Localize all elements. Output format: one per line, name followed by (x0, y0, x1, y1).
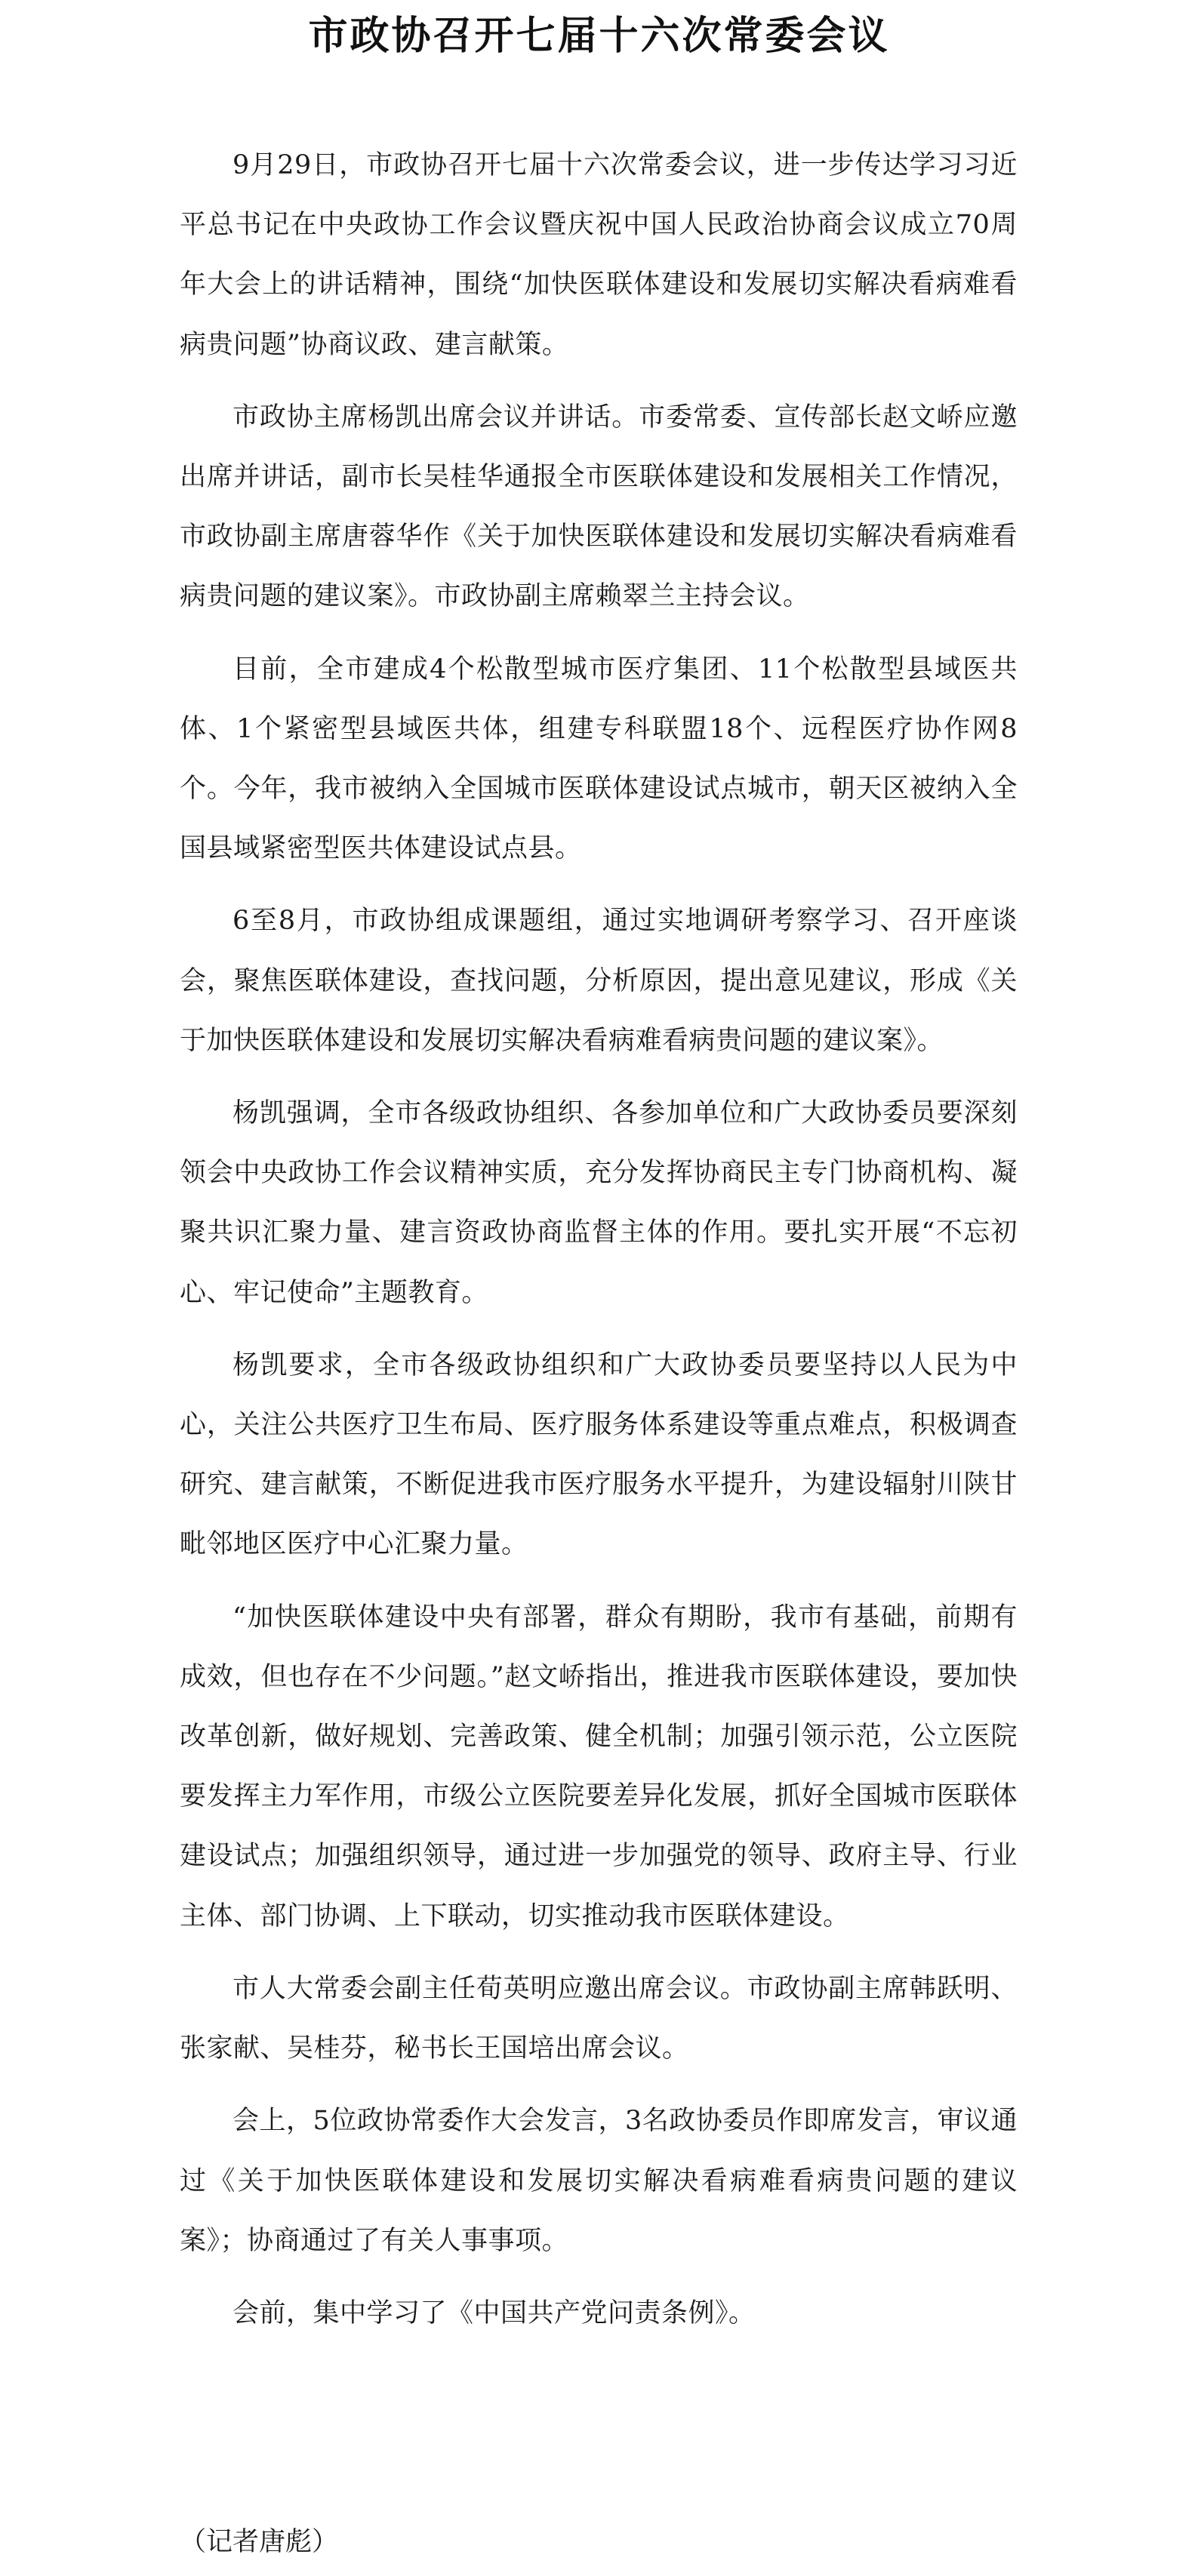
paragraph: 目前，全市建成4个松散型城市医疗集团、11个松散型县域医共体、1个紧密型县域医共体，组建专科联盟18个、远程医疗协作网8个。今年，我市被纳入全国城市医联体建设试点城市，朝天区被纳入全国县域紧密型医共体建设试点县。 (180, 654, 1018, 864)
paragraph: “加快医联体建设中央有部署，群众有期盼，我市有基础，前期有成效，但也存在不少问题。”赵文峤指出，推进我市医联体建设，要加快改革创新，做好规划、完善政策、健全机制；加强引领示范，公立医院要发挥主力军作用，市级公立医院要差异化发展，抓好全国城市医联体建设试点；加强组织领导，通过进一步加强党的领导、政府主导、行业主体、部门协调、上下联动，切实推动我市医联体建设。 (180, 1602, 1018, 1931)
paragraph: 6至8月，市政协组成课题组，通过实地调研考察学习、召开座谈会，聚焦医联体建设，查找问题，分析原因，提出意见建议，形成《关于加快医联体建设和发展切实解决看病难看病贵问题的建议案》。 (180, 906, 1018, 1056)
article-title: 市政协召开七届十六次常委会议 (308, 14, 890, 59)
paragraph: 9月29日，市政协召开七届十六次常委会议，进一步传达学习习近平总书记在中央政协工作会议暨庆祝中国人民政治协商会议成立70周年大会上的讲话精神，围绕“加快医联体建设和发展切实解决看病难看病贵问题”协商议政、建言献策。 (180, 150, 1018, 360)
paragraph: 市政协主席杨凯出席会议并讲话。市委常委、宣传部长赵文峤应邀出席并讲话，副市长吴桂华通报全市医联体建设和发展相关工作情况，市政协副主席唐蓉华作《关于加快医联体建设和发展切实解决看病难看病贵问题的建议案》。市政协副主席赖翠兰主持会议。 (180, 402, 1018, 612)
article-body (180, 136, 1018, 2356)
paragraph: 杨凯强调，全市各级政协组织、各参加单位和广大政协委员要深刻领会中央政协工作会议精神实质，充分发挥协商民主专门协商机构、凝聚共识汇聚力量、建言资政协商监督主体的作用。要扎实开展“不忘初心、牢记使命”主题教育。 (180, 1098, 1018, 1308)
paragraph: 会上，5位政协常委作大会发言，3名政协委员作即席发言，审议通过《关于加快医联体建设和发展切实解决看病难看病贵问题的建议案》；协商通过了有关人事事项。 (180, 2106, 1018, 2256)
paragraph: 市人大常委会副主任荀英明应邀出席会议。市政协副主席韩跃明、张家献、吴桂芬，秘书长王国培出席会议。 (180, 1973, 1018, 2064)
reporter-byline: （记者唐彪） (180, 2527, 339, 2557)
paragraph: 杨凯要求，全市各级政协组织和广大政协委员要坚持以人民为中心，关注公共医疗卫生布局、医疗服务体系建设等重点难点，积极调查研究、建言献策，不断促进我市医疗服务水平提升，为建设辐射川陕甘毗邻地区医疗中心汇聚力量。 (180, 1350, 1018, 1560)
paragraph: 会前，集中学习了《中国共产党问责条例》。 (233, 2297, 756, 2328)
